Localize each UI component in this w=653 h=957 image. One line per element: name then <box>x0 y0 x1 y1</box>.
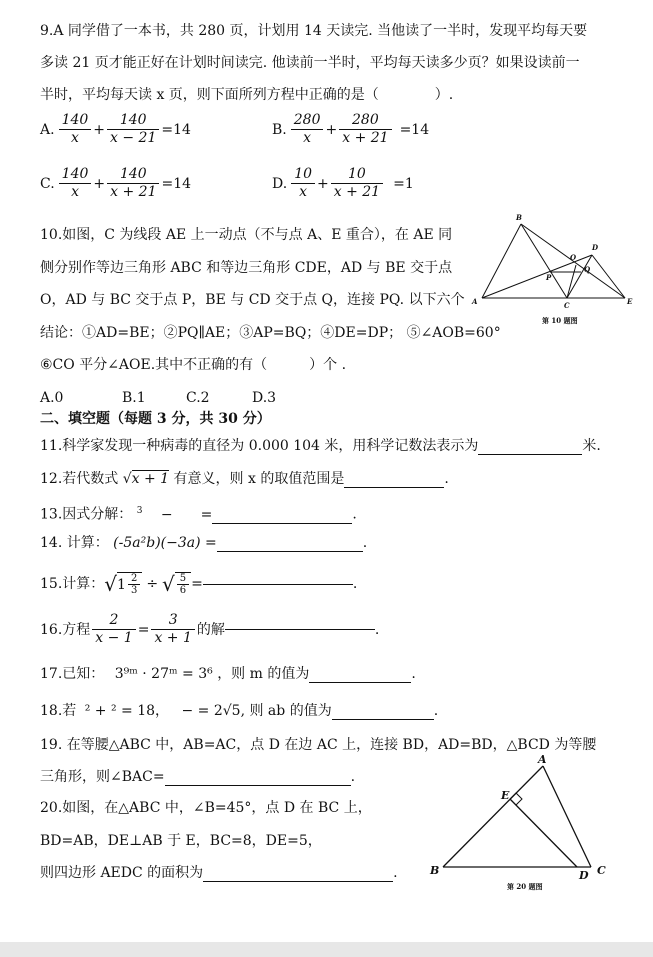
q10-line-5: ⑥CO 平分∠AOE.其中不正确的有（ ）个 . <box>40 357 347 373</box>
denominator: x + 21 <box>333 184 381 200</box>
fraction <box>177 573 189 596</box>
fraction <box>291 166 315 201</box>
q20-line-2: BD=AB，DE⊥AB 于 E，BC=8，DE=5， <box>40 833 322 849</box>
section-heading-fill-blanks: 二、填空题（每题 3 分，共 30 分） <box>40 411 271 427</box>
q16 <box>40 612 379 647</box>
q16-post: 的解 <box>196 621 225 638</box>
point-label-b: B <box>430 864 440 877</box>
answer-blank[interactable] <box>309 682 411 683</box>
option-letter: C. <box>40 175 55 192</box>
answer-blank[interactable] <box>332 719 434 720</box>
q11-suffix: 米. <box>582 438 601 454</box>
point-label-d: D <box>579 869 589 882</box>
q18-end: . <box>433 703 439 719</box>
q10-option-c: C.2 <box>186 390 210 406</box>
point-label-e: E <box>627 297 633 306</box>
q13-superscript: 3 <box>136 506 143 516</box>
denominator: x + 21 <box>110 184 157 200</box>
q13 <box>40 502 357 524</box>
q13-text: 13.因式分解： <box>40 506 133 523</box>
q18-pre: 18.若 <box>40 703 77 719</box>
whole-part: 1 <box>117 576 126 593</box>
q20-line-3 <box>40 864 398 882</box>
q14-end: . <box>362 535 368 551</box>
option-letter: A. <box>40 121 55 138</box>
rhs: =1 <box>393 175 414 192</box>
q15 <box>40 572 357 596</box>
radicand-1 <box>117 572 142 596</box>
denominator: x − 21 <box>110 130 157 146</box>
q12-pre: 12.若代数式 <box>40 471 119 487</box>
denominator: x <box>299 184 308 200</box>
q18-expr1: ² + ² = 18， <box>84 703 170 719</box>
q11 <box>40 437 601 455</box>
sqrt-expression: √x + 1 <box>122 471 170 487</box>
q11-text: 11.科学家发现一种病毒的直径为 0.000 104 米，用科学记数法表示为 <box>40 438 479 454</box>
point-label-q: Q <box>584 265 591 274</box>
rhs: =14 <box>161 175 192 192</box>
q20-text: 则四边形 AEDC 的面积为 <box>40 865 204 881</box>
denominator: x <box>70 130 79 146</box>
denominator: x <box>303 130 312 146</box>
q20-figure <box>425 752 620 897</box>
radicand-2 <box>175 572 191 596</box>
q9-option-a: A. $\frac{140}{x}$ + $\frac{140}{x - 21}$ =14 <box>40 112 191 146</box>
fraction <box>92 612 135 647</box>
answer-blank[interactable] <box>203 584 353 585</box>
fraction <box>59 112 92 147</box>
q17 <box>40 665 416 683</box>
q9-option-b: B. $\frac{280}{x}$ + $\frac{280}{x + 21}$ =14 <box>272 112 430 146</box>
q10-option-a: A.0 <box>40 390 64 406</box>
numerator: 5 <box>177 573 189 585</box>
numerator: 280 <box>339 112 391 130</box>
sqrt-sign: √ <box>162 572 175 596</box>
q10-line-2: 侧分别作等边三角形 ABC 和等边三角形 CDE，AD 与 BE 交于点 <box>40 260 453 276</box>
q17-pre: 17.已知： <box>40 666 105 682</box>
q12-post: 有意义，则 x 的取值范围是 <box>173 471 345 487</box>
q14-text: 14. 计算： <box>40 535 109 551</box>
q10-figure-caption: 第 10 题图 <box>542 316 578 325</box>
q9-option-d: D. $\frac{10}{x}$ + $\frac{10}{x + 21}$ =1 <box>272 166 414 200</box>
answer-blank[interactable] <box>212 523 352 524</box>
answer-blank[interactable] <box>225 629 375 630</box>
rhs: =14 <box>161 121 191 138</box>
q9-option-c: C. $\frac{140}{x}$ + $\frac{140}{x + 21}$ =14 <box>40 166 192 200</box>
q17-expr: 3⁹ᵐ · 27ᵐ = 3⁶ <box>114 666 213 682</box>
denominator: x − 1 <box>95 630 133 646</box>
denominator: 3 <box>130 585 138 596</box>
fraction <box>59 166 92 201</box>
point-label-e: E <box>501 789 510 802</box>
q18 <box>40 702 438 720</box>
numerator: 140 <box>59 112 92 130</box>
point-label-a: A <box>538 753 547 766</box>
answer-blank[interactable] <box>203 881 393 882</box>
answer-blank[interactable] <box>478 454 582 455</box>
point-label-b: B <box>516 213 522 222</box>
q9-line-2: 多读 21 页才能正好在计划时间读完. 他读前一半时，平均每天读多少页？如果设读前一 <box>40 55 580 71</box>
q19-end: . <box>350 769 356 785</box>
numerator: 2 <box>92 612 135 630</box>
equals-sign: = <box>137 621 150 638</box>
point-label-c: C <box>597 864 606 877</box>
q19-text: 三角形，则∠BAC= <box>40 769 165 785</box>
divide-sign: ÷ <box>146 576 159 592</box>
fraction <box>128 573 140 596</box>
q20-line-1: 20.如图，在△ABC 中，∠B=45°，点 D 在 BC 上， <box>40 800 372 816</box>
denominator: x + 21 <box>342 130 389 146</box>
numerator: 3 <box>151 612 194 630</box>
sqrt-sign: √ <box>104 572 118 596</box>
fraction <box>291 112 324 147</box>
radicand: x + 1 <box>131 471 170 487</box>
fraction <box>107 166 159 201</box>
denominator: x + 1 <box>154 630 192 646</box>
q16-end: . <box>374 621 380 638</box>
q19-line-1: 19. 在等腰△ABC 中，AB=AC，点 D 在边 AC 上，连接 BD，AD=BD，△BCD 为等腰 <box>40 737 597 753</box>
q10-line-3: O，AD 与 BC 交于点 P，BE 与 CD 交于点 Q，连接 PQ. 以下六个 <box>40 292 465 308</box>
numerator: 10 <box>331 166 383 184</box>
option-letter: D. <box>272 175 288 192</box>
point-label-a: A <box>472 297 478 306</box>
numerator: 280 <box>291 112 324 130</box>
point-label-p: P <box>546 273 552 282</box>
answer-blank[interactable] <box>344 487 444 488</box>
point-label-d: D <box>592 243 599 252</box>
numerator: 10 <box>291 166 315 184</box>
q18-expr2: − = 2√5, <box>181 703 246 719</box>
numerator: 2 <box>128 573 140 585</box>
answer-blank[interactable] <box>165 785 351 786</box>
q17-end: . <box>411 666 416 682</box>
answer-blank[interactable] <box>217 551 363 552</box>
numerator: 140 <box>59 166 92 184</box>
q13-end: . <box>352 506 357 523</box>
q14-expr: (-5a²b)(−3a) = <box>113 535 217 551</box>
numerator: 140 <box>107 166 159 184</box>
q9-line-1: 9.A 同学借了一本书，共 280 页，计划用 14 天读完. 当他读了一半时，发现平均每天要 <box>40 23 588 39</box>
q10-figure <box>470 210 640 330</box>
option-letter: B. <box>272 121 287 138</box>
q9-line-3: 半时，平均每天读 x 页，则下面所列方程中正确的是（ ）. <box>40 87 454 103</box>
q19-line-2 <box>40 768 355 786</box>
q18-post: 则 ab 的值为 <box>249 703 332 719</box>
numerator: 140 <box>107 112 159 130</box>
q10-option-b: B.1 <box>122 390 146 406</box>
q15-text: 15.计算： <box>40 576 105 592</box>
q15-end: . <box>352 576 358 592</box>
page-footer-bar <box>0 942 653 957</box>
denominator: 6 <box>179 585 187 596</box>
fraction <box>331 166 383 201</box>
point-label-o: O <box>570 253 577 262</box>
q20-end: . <box>393 865 398 881</box>
fraction <box>151 612 194 647</box>
fraction <box>107 112 159 147</box>
rhs: =14 <box>399 121 430 138</box>
q16-pre: 16.方程 <box>40 621 91 638</box>
equals-sign: = <box>191 576 203 592</box>
q12-end: . <box>444 471 449 487</box>
q10-option-d: D.3 <box>252 390 277 406</box>
q12 <box>40 470 449 488</box>
q13-expr: − = <box>160 506 213 523</box>
q10-line-4: 结论：①AD=BE；②PQ∥AE；③AP=BQ；④DE=DP； ⑤∠AOB=60° <box>40 325 501 341</box>
denominator: x <box>71 184 79 200</box>
q17-post: ，则 m 的值为 <box>217 666 310 682</box>
fraction <box>339 112 391 147</box>
q14 <box>40 534 367 552</box>
q10-line-1: 10.如图，C 为线段 AE 上一动点（不与点 A、E 重合），在 AE 同 <box>40 227 453 243</box>
point-label-c: C <box>564 301 570 310</box>
q20-figure-caption: 第 20 题图 <box>507 882 543 891</box>
